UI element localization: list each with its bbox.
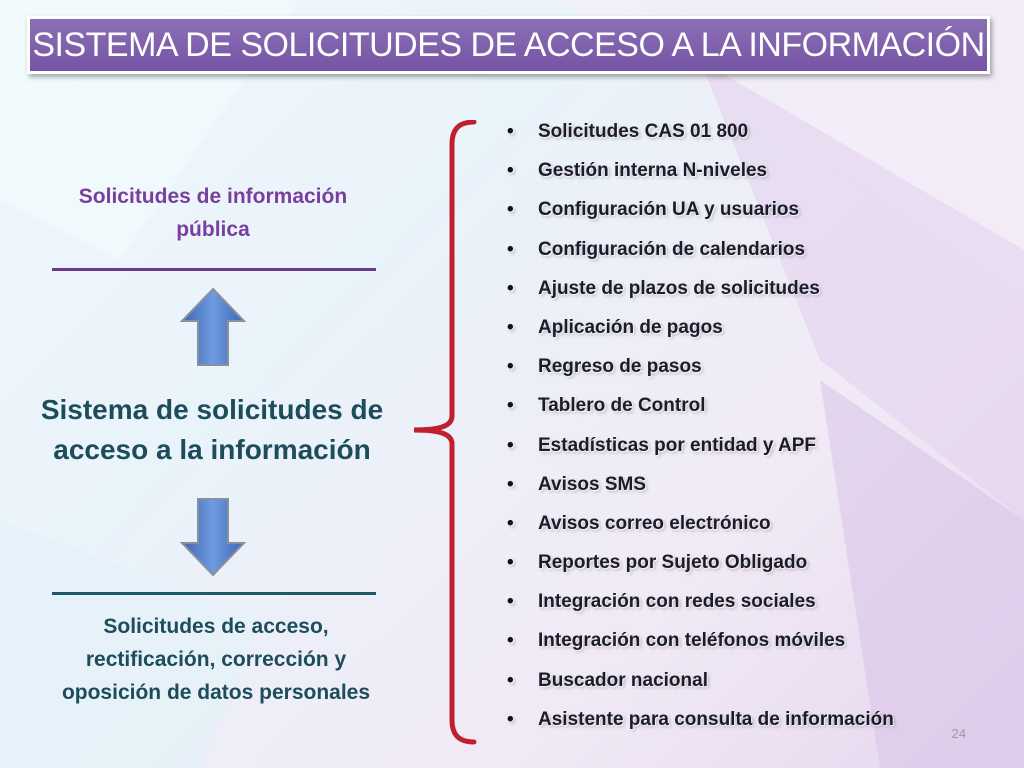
feature-label: Tablero de Control: [538, 395, 706, 417]
list-item: [506, 232, 894, 271]
list-item: [506, 310, 894, 349]
list-item: [506, 192, 894, 231]
system-label: Sistema de solicitudes de acceso a la información: [40, 394, 384, 465]
list-item: [506, 702, 894, 741]
bullet-icon: •: [507, 395, 514, 417]
list-item: [506, 506, 894, 545]
feature-list: [506, 114, 894, 741]
bullet-icon: •: [507, 630, 514, 652]
feature-label: Avisos correo electrónico: [538, 512, 771, 534]
feature-label: Configuración UA y usuarios: [538, 199, 800, 221]
feature-label: Aplicación de pagos: [538, 316, 723, 338]
bullet-icon: •: [507, 356, 514, 378]
bullet-icon: •: [507, 238, 514, 260]
feature-label: Gestión interna N-niveles: [538, 160, 768, 182]
feature-label: Buscador nacional: [538, 669, 708, 691]
bullet-icon: •: [507, 591, 514, 613]
list-item: [506, 114, 894, 153]
divider-teal: [52, 592, 376, 595]
bullet-icon: •: [507, 160, 514, 182]
list-item: [506, 428, 894, 467]
bullet-icon: •: [507, 669, 514, 691]
bullet-icon: •: [507, 277, 514, 299]
feature-label: Integración con teléfonos móviles: [538, 630, 846, 652]
list-item: [506, 388, 894, 427]
feature-label: Estadísticas por entidad y APF: [538, 434, 817, 456]
personal-data-requests-label: Solicitudes de acceso, rectificación, corrección y oposición de datos personales: [61, 615, 371, 704]
page-number: 24: [951, 726, 966, 741]
feature-label: Avisos SMS: [538, 473, 647, 495]
bullet-icon: •: [507, 512, 514, 534]
bullet-icon: •: [507, 434, 514, 456]
feature-label: Integración con redes sociales: [538, 591, 816, 613]
list-item: [506, 623, 894, 662]
bullet-icon: •: [507, 552, 514, 574]
title-banner: [27, 16, 990, 74]
bullet-icon: •: [507, 708, 514, 730]
arrow-down-icon: [178, 497, 248, 577]
feature-label: Regreso de pasos: [538, 356, 702, 378]
list-item: [506, 349, 894, 388]
feature-label: Asistente para consulta de información: [538, 708, 894, 730]
public-requests-label: Solicitudes de información pública: [78, 185, 348, 241]
feature-label: Solicitudes CAS 01 800: [538, 121, 749, 142]
bullet-icon: •: [507, 121, 514, 142]
feature-label: Configuración de calendarios: [538, 238, 806, 260]
bullet-icon: •: [507, 473, 514, 495]
list-item: [506, 663, 894, 702]
feature-label: Ajuste de plazos de solicitudes: [538, 277, 820, 299]
arrow-up-icon: [178, 287, 248, 367]
slide-title: SISTEMA DE SOLICITUDES DE ACCESO A LA INFORMACIÓN: [32, 25, 985, 64]
bullet-icon: •: [507, 199, 514, 221]
curly-brace-icon: [410, 120, 480, 745]
divider-purple: [52, 268, 376, 271]
list-item: [506, 467, 894, 506]
feature-label: Reportes por Sujeto Obligado: [538, 552, 808, 574]
list-item: [506, 545, 894, 584]
bullet-icon: •: [507, 316, 514, 338]
list-item: [506, 271, 894, 310]
list-item: [506, 584, 894, 623]
list-item: [506, 153, 894, 192]
